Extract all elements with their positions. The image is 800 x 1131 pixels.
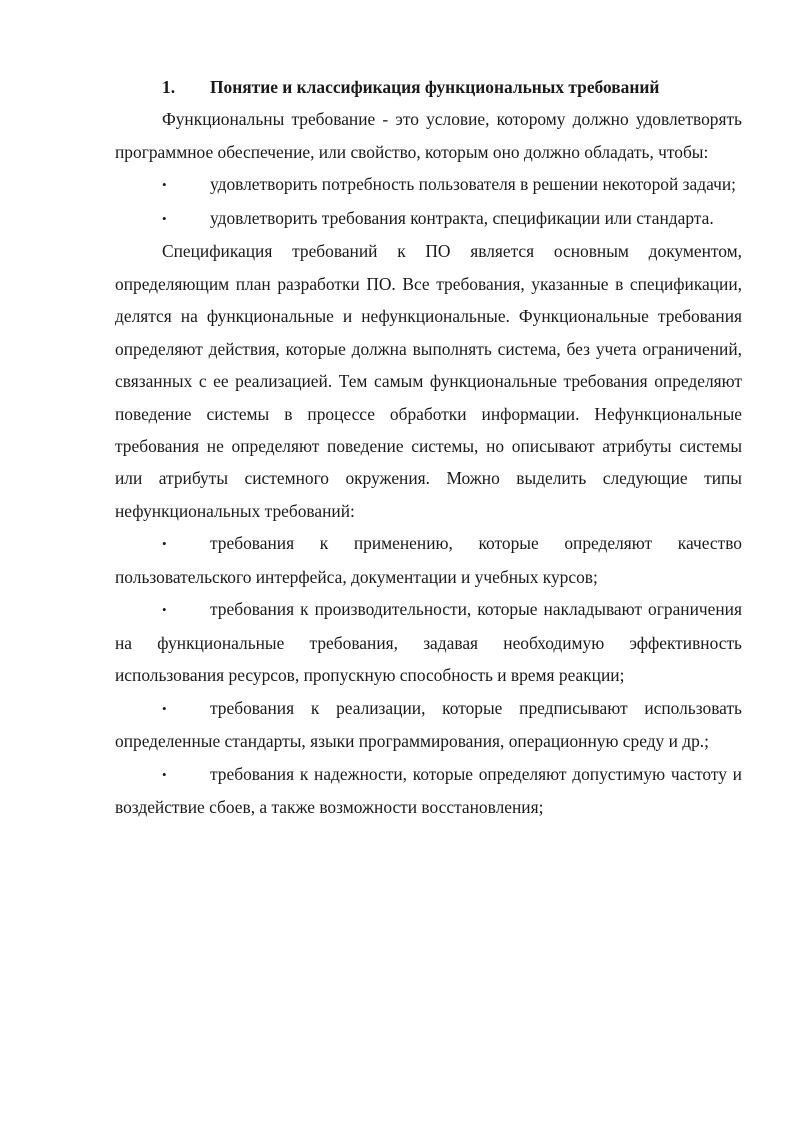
list-item-text: требования к реализации, которые предписывают использовать определенные стандарты, языки программирования, операционную среду и др.; xyxy=(115,697,742,752)
section-heading xyxy=(115,71,742,103)
bullet-icon: • xyxy=(162,177,167,193)
bullet-icon: • xyxy=(162,700,167,716)
list-item xyxy=(115,692,742,758)
list-item-text: удовлетворить потребность пользователя в решении некоторой задачи; xyxy=(210,174,736,195)
list-item-text: требования к надежности, которые определяют допустимую частоту и воздействие сбоев, а также возможности восстановления; xyxy=(115,763,742,817)
list-item-text: удовлетворить требования контракта, спецификации или стандарта. xyxy=(210,207,714,228)
intro-paragraph: Функциональны требование - это условие, которому должно удовлетворять программное обеспечение, или свойство, которым оно должно обладать, чтобы: xyxy=(115,109,742,162)
bullet-icon: • xyxy=(162,766,167,782)
list-item xyxy=(115,758,742,824)
list-item-text: требования к применению, которые определяют качество пользовательского интерфейса, документации и учебных курсов; xyxy=(115,533,742,587)
section-number: 1. xyxy=(162,77,176,97)
specification-paragraph: Спецификация требований к ПО является основным документом, определяющим план разработки ПО. Все требования, указанные в спецификации, делятся на функциональные и нефункциональные. Функциональные требования определяют действия, которые должна выполнять система, без учета ограничений, связанных с ее реализацией. Тем самым функциональные требования определяют поведение системы в процессе обработки информации. Нефункциональные требования не определяют поведение системы, но описывают атрибуты системы или атрибуты системного окружения. Можно выделить следующие типы нефункциональных требований: xyxy=(115,241,742,521)
document-page xyxy=(115,71,742,823)
list-item-text: требования к производительности, которые накладывают ограничения на функциональные требования, задавая необходимую эффективность использования ресурсов, пропускную способность и время реакции; xyxy=(115,599,742,686)
bullet-icon: • xyxy=(162,210,167,226)
list-item xyxy=(115,168,742,201)
section-title: Понятие и классификация функциональных требований xyxy=(210,77,660,97)
bullet-icon: • xyxy=(162,602,167,618)
list-item xyxy=(115,202,742,235)
list-item xyxy=(115,593,742,691)
list-item xyxy=(115,527,742,593)
bullet-icon: • xyxy=(162,536,167,552)
